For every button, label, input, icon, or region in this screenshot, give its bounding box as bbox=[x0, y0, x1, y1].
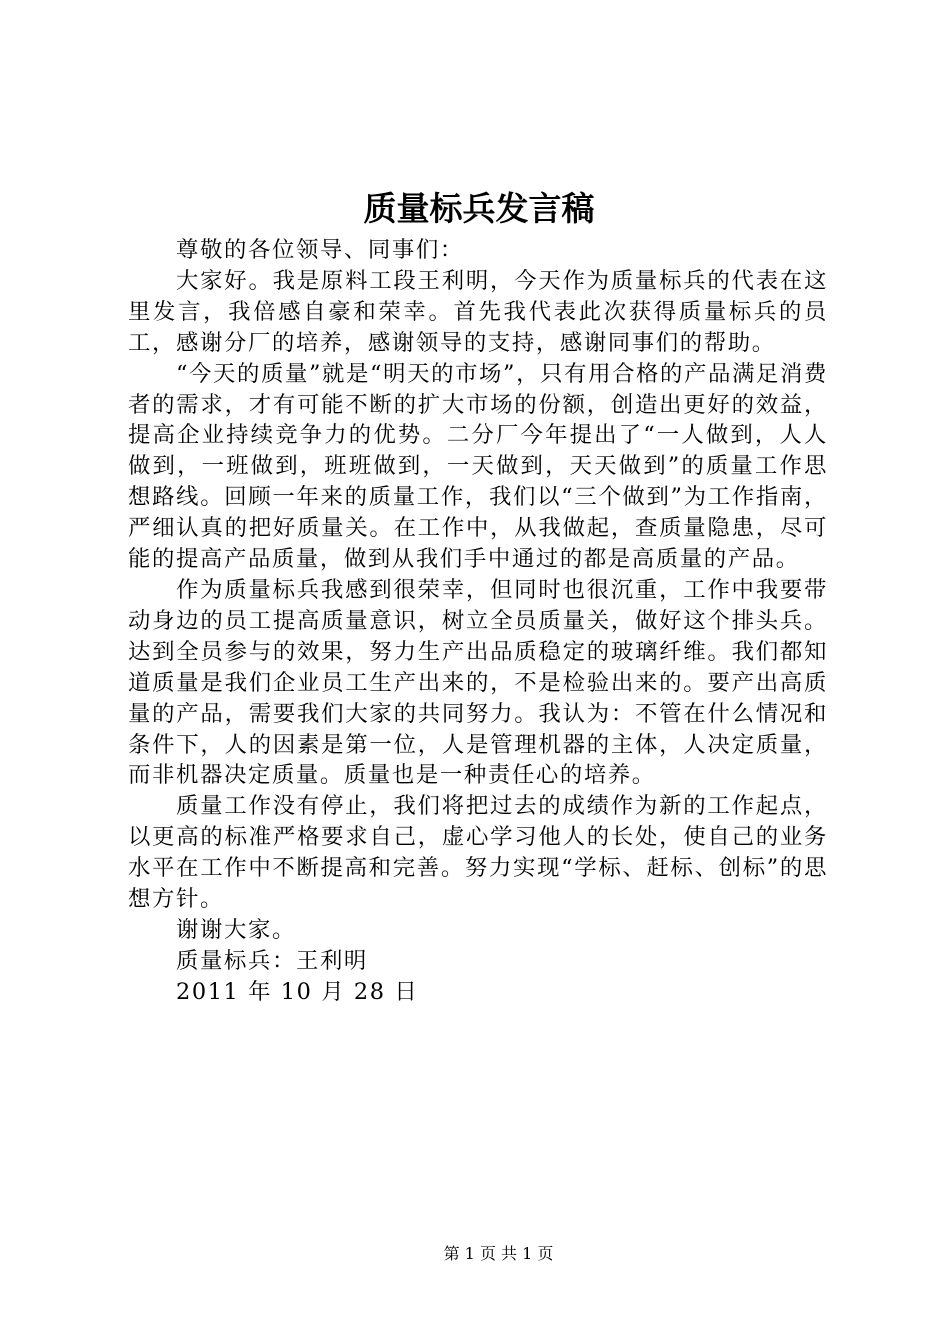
paragraph-2: “今天的质量”就是“明天的市场”，只有用合格的产品满足消费者的需求，才有可能不断的扩大市场的份额，创造出更好的效益，提高企业持续竞争力的优势。二分厂今年提出了“一人做到，人人做到，一班做到，班班做到，一天做到，天天做到”的质量工作思想路线。回顾一年来的质量工作，我们以“三个做到”为工作指南，严细认真的把好质量关。在工作中，从我做起，查质量隐患，尽可能的提高产品质量，做到从我们手中通过的都是高质量的产品。 bbox=[128, 360, 828, 573]
closing-line: 谢谢大家。 bbox=[176, 916, 296, 943]
salutation: 尊敬的各位领导、同事们： bbox=[176, 237, 464, 263]
paragraph-1: 大家好。我是原料工段王利明，今天作为质量标兵的代表在这里发言，我倍感自豪和荣幸。首先我代表此次获得质量标兵的员工，感谢分厂的培养，感谢领导的支持，感谢同事们的帮助。 bbox=[128, 267, 828, 356]
date-line: 2011 年 10 月 28 日 bbox=[176, 978, 419, 1005]
paragraph-4: 质量工作没有停止，我们将把过去的成绩作为新的工作起点，以更高的标准严格要求自己，虚心学习他人的长处，使自己的业务水平在工作中不断提高和完善。努力实现“学标、赶标、创标”的思想方针。 bbox=[128, 793, 828, 913]
document-title: 质量标兵发言稿 bbox=[363, 189, 595, 228]
document-body bbox=[128, 235, 828, 1008]
signature-line: 质量标兵：王利明 bbox=[176, 947, 368, 974]
page-footer: 第 1 页 共 1 页 bbox=[443, 1244, 554, 1263]
paragraph-3: 作为质量标兵我感到很荣幸，但同时也很沉重，工作中我要带动身边的员工提高质量意识，树立全员质量关，做好这个排头兵。达到全员参与的效果，努力生产出品质稳定的玻璃纤维。我们都知道质量是我们企业员工生产出来的，不是检验出来的。要产出高质量的产品，需要我们大家的共同努力。我认为：不管在什么情况和条件下，人的因素是第一位，人是管理机器的主体，人决定质量，而非机器决定质量。质量也是一种责任心的培养。 bbox=[128, 576, 828, 789]
